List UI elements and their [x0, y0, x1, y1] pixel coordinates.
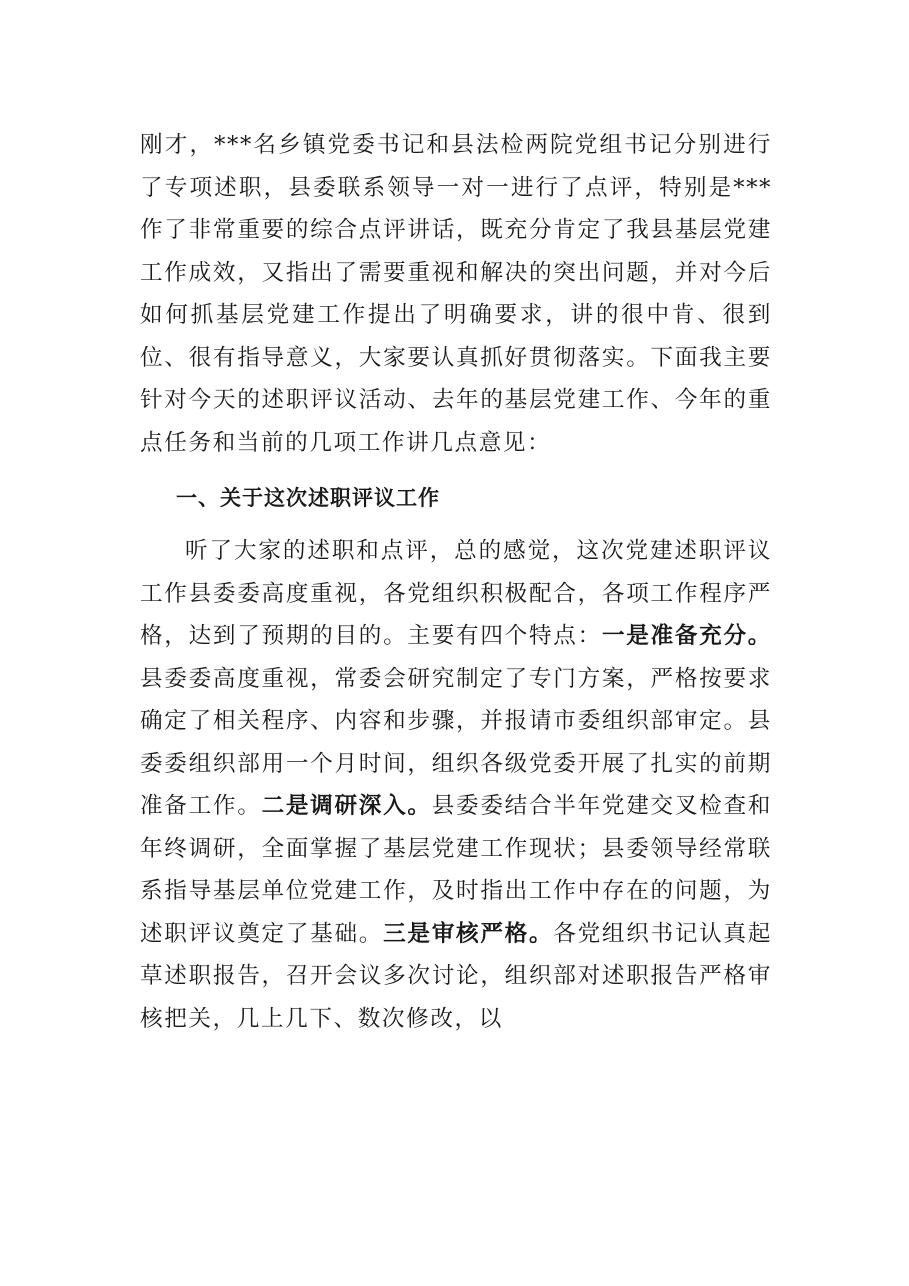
point-3-text: 各党组织书记认真起草述职报告，召开会议多次讨论，组织部对述职报告严格审核把关，几上几下、数次修改，以 [140, 920, 773, 1032]
document-page [140, 124, 772, 1040]
point-1-text: 县委委高度重视，常委会研究制定了专门方案，严格按要求确定了相关程序、内容和步骤，并报请市委组织部审定。县委委组织部用一个月时间，组织各级党委开展了扎实的前期准备工作。 [140, 665, 772, 819]
point-2-title: 二是调研深入。 [261, 793, 432, 819]
point-3-title: 三是审核严格。 [383, 920, 554, 947]
section-paragraph [140, 530, 772, 1040]
point-1-title: 一是准备充分。 [601, 623, 773, 649]
point-2-text: 县委委结合半年党建交叉检查和年终调研，全面掌握了基层党建工作现状；县委领导经常联系指导基层单位党建工作，及时指出工作中存在的问题，为述职评议奠定了基础。 [140, 793, 772, 947]
section-lead-text: 听了大家的述职和点评，总的感觉，这次党建述职评议工作县委委高度重视，各党组织积极配合，各项工作程序严格，达到了预期的目的。主要有四个特点： [140, 538, 772, 649]
intro-paragraph: 刚才，***名乡镇党委书记和县法检两院党组书记分别进行了专项述职，县委联系领导一对一进行了点评，特别是***作了非常重要的综合点评讲话，既充分肯定了我县基层党建工作成效，又指出了需要重视和解决的突出问题，并对今后如何抓基层党建工作提出了明确要求，讲的很中肯、很到位、很有指导意义，大家要认真抓好贯彻落实。下面我主要针对今天的述职评议活动、去年的基层党建工作、今年的重点任务和当前的几项工作讲几点意见： [140, 132, 772, 456]
section-heading: 一、关于这次述职评议工作 [176, 486, 440, 510]
